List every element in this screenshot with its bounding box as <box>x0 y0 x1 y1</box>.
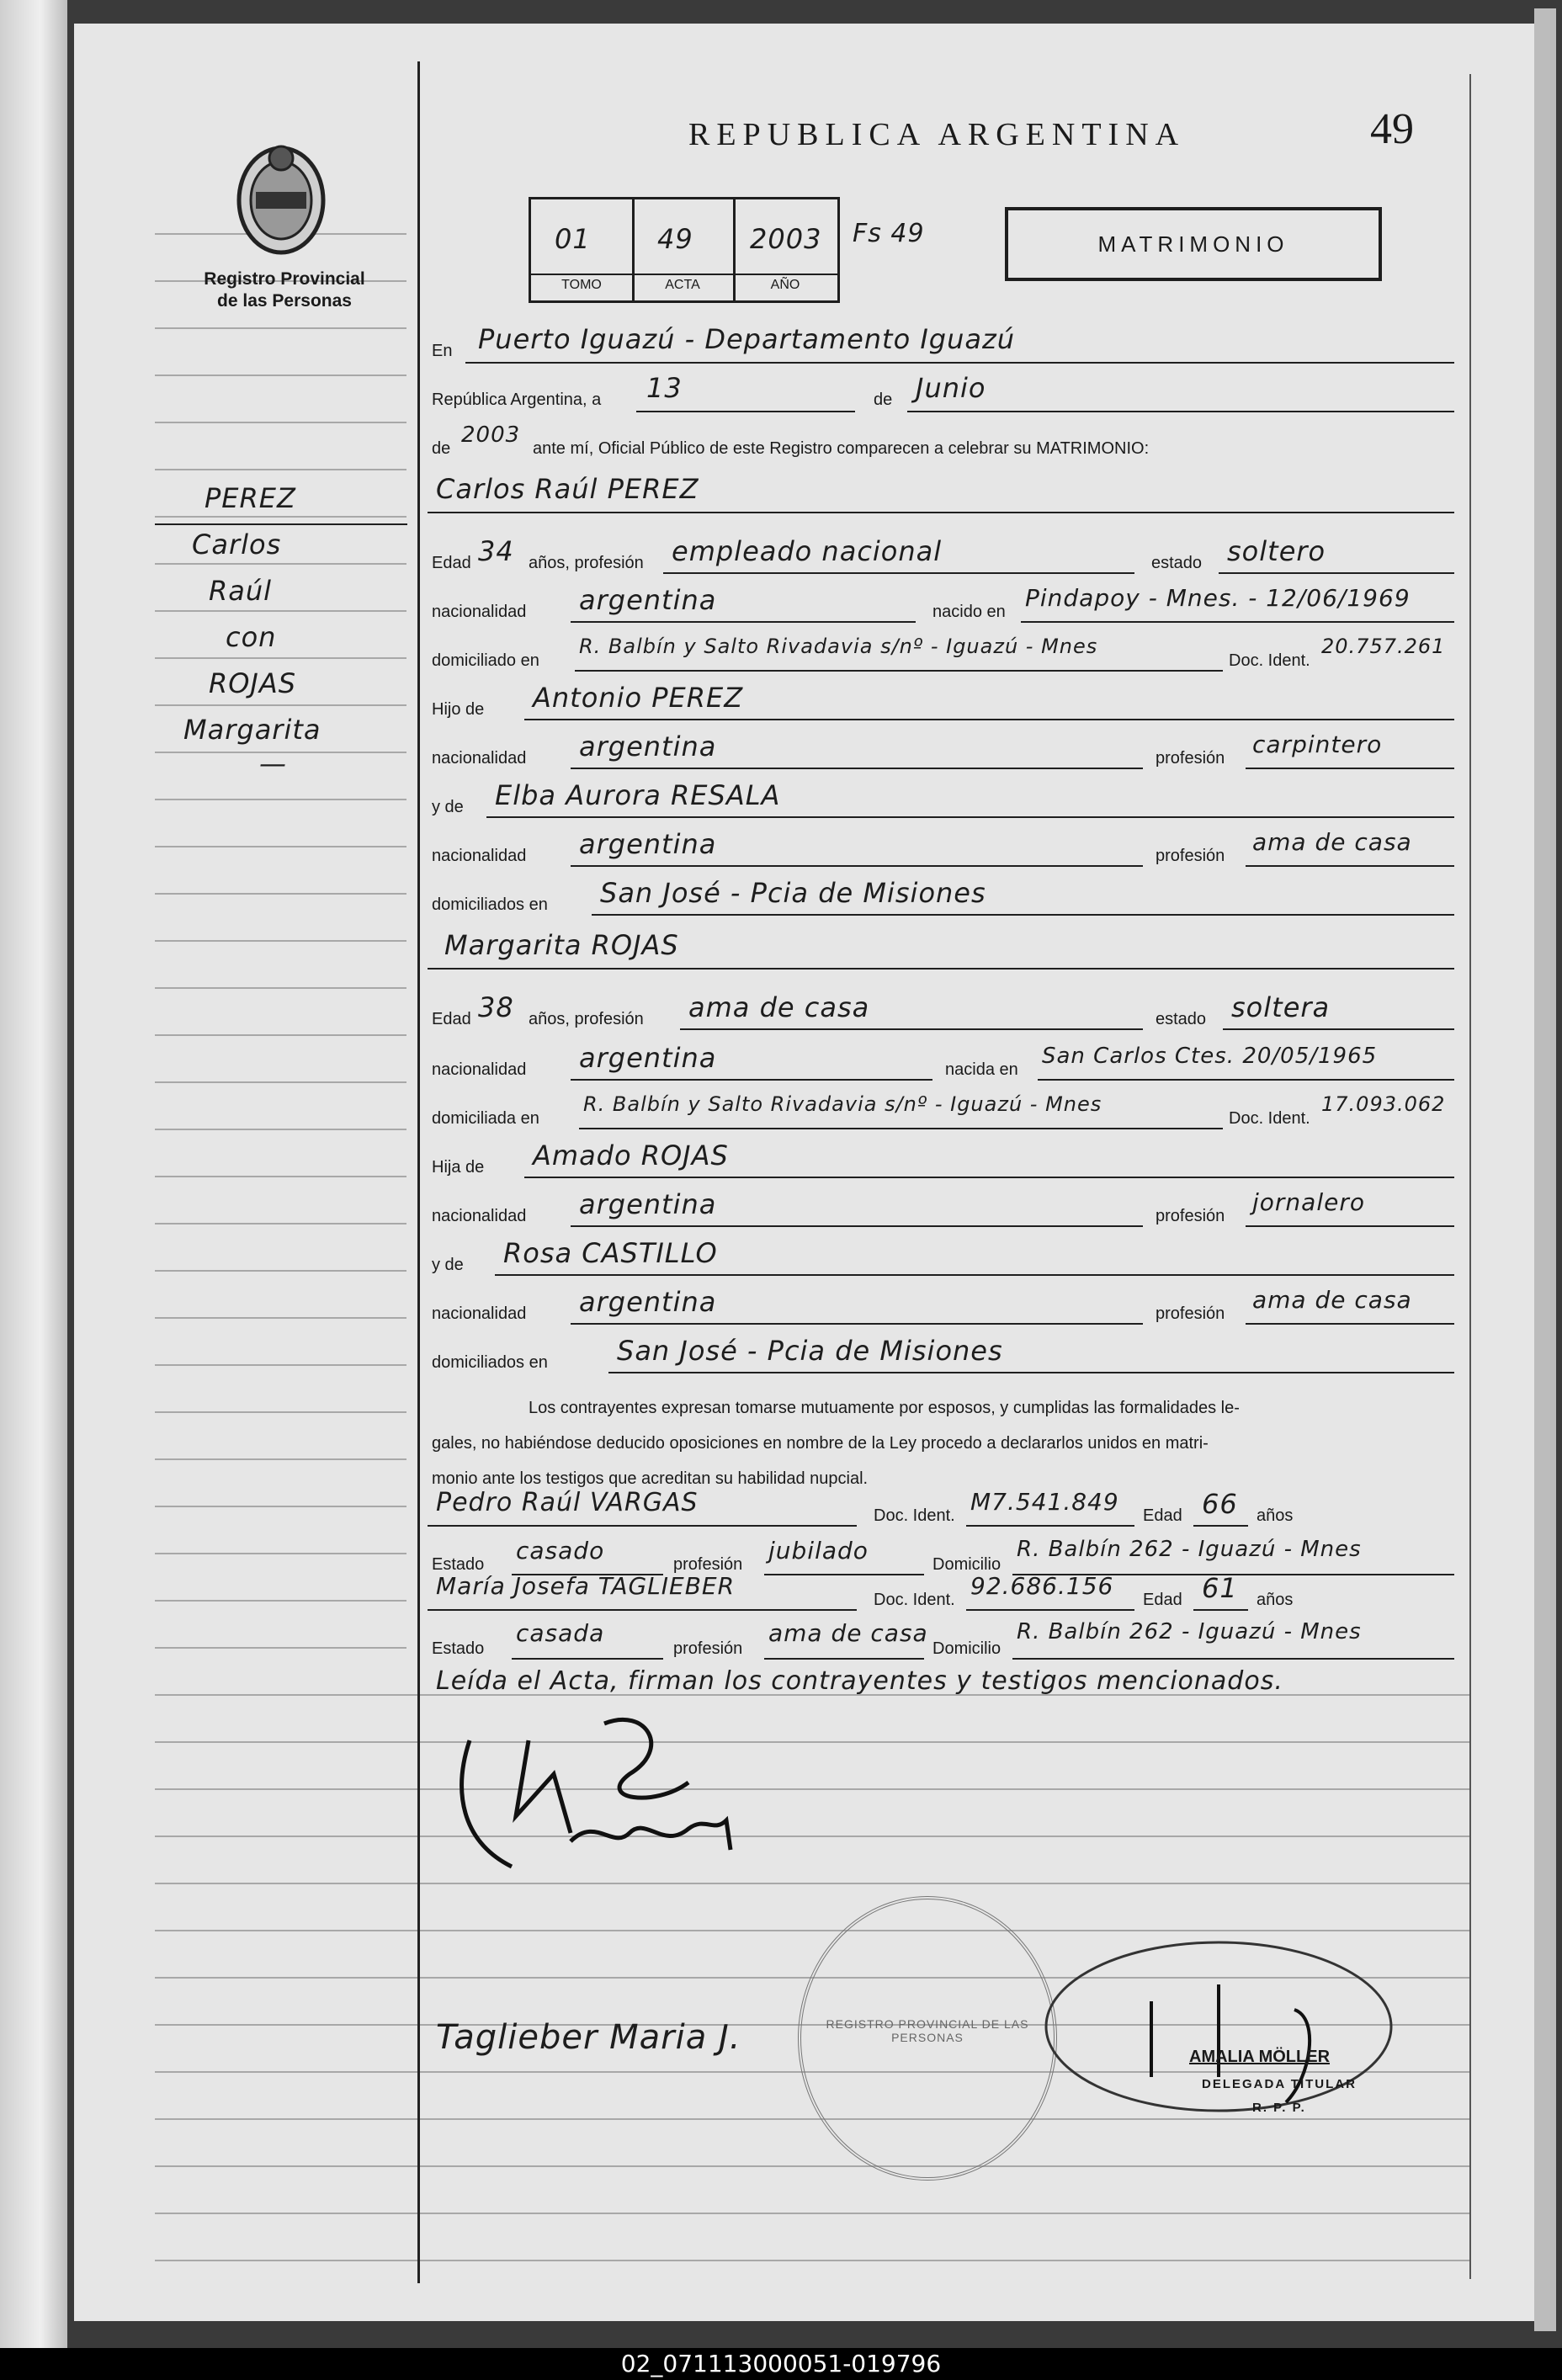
groom-estado: soltero <box>1227 535 1326 567</box>
groom-doc: 20.757.261 <box>1321 635 1446 658</box>
place-line <box>465 362 1454 364</box>
bride-father-prof-line <box>1246 1225 1454 1227</box>
tomo-label: TOMO <box>561 278 602 292</box>
bride-father: Amado ROJAS <box>533 1140 729 1171</box>
closing-note: Leída el Acta, firman los contrayentes y testigos mencionados. <box>436 1666 1283 1696</box>
month-value: Junio <box>916 372 986 404</box>
bride-address: R. Balbín y Salto Rivadavia s/nº - Iguazú - Mnes <box>583 1092 1102 1116</box>
registry-name-line1: Registro Provincial <box>204 269 365 289</box>
bride-nacida-label: nacida en <box>945 1060 1018 1079</box>
witness1-prof-label: profesión <box>673 1555 743 1574</box>
groom-yde-label: y de <box>432 798 464 816</box>
groom-age: 34 <box>478 535 514 567</box>
groom-mother-line <box>486 816 1454 818</box>
bride-dom-label: domiciliada en <box>432 1109 539 1128</box>
bride-yde-label: y de <box>432 1256 464 1274</box>
official-seal <box>798 1896 1057 2181</box>
groom-profession-line <box>663 572 1134 574</box>
bride-mother-nat: argentina <box>579 1286 717 1318</box>
groom-nacido-label: nacido en <box>932 603 1006 621</box>
bride-anos-label: años, profesión <box>529 1010 644 1028</box>
margin-surname: PEREZ <box>205 482 296 514</box>
bride-father-nat-label: nacionalidad <box>432 1207 527 1225</box>
witness1-age: 66 <box>1202 1488 1238 1520</box>
bride-mother-nat-line <box>571 1323 1143 1325</box>
groom-profession: empleado nacional <box>672 535 943 567</box>
witness2-estado-label: Estado <box>432 1639 485 1658</box>
groom-father-nat-line <box>571 768 1143 769</box>
groom-father-prof: carpintero <box>1252 730 1383 758</box>
witness2-address: R. Balbín 262 - Iguazú - Mnes <box>1017 1619 1362 1644</box>
bride-age: 38 <box>478 991 514 1023</box>
witness1-doc-label: Doc. Ident. <box>874 1506 955 1525</box>
bride-profession: ama de casa <box>688 991 870 1023</box>
acta-label: ACTA <box>665 278 700 292</box>
witness1-address: R. Balbín 262 - Iguazú - Mnes <box>1017 1537 1362 1562</box>
groom-mother-prof: ama de casa <box>1252 828 1412 856</box>
witness2-doc-label: Doc. Ident. <box>874 1591 955 1609</box>
witness1-estado: casado <box>516 1537 605 1565</box>
groom-dom-label: domiciliado en <box>432 651 539 670</box>
groom-edad-label: Edad <box>432 554 471 572</box>
ano-label: AÑO <box>770 278 800 292</box>
groom-father-line <box>524 719 1454 720</box>
witness1-edad-label: Edad <box>1143 1506 1182 1525</box>
witness1-doc-line <box>966 1525 1134 1527</box>
groom-parents-line <box>592 914 1454 916</box>
page-edge <box>1534 8 1556 2331</box>
intro-sentence: ante mí, Oficial Público de este Registro comparecen a celebrar su MATRIMONIO: <box>533 439 1150 458</box>
groom-nat-line <box>571 621 916 623</box>
bride-name-line <box>428 968 1454 970</box>
right-rule <box>1469 74 1471 2279</box>
bride-domiciliados-label: domiciliados en <box>432 1353 548 1372</box>
bride-parents-line <box>608 1372 1454 1373</box>
bride-mother: Rosa CASTILLO <box>503 1237 718 1269</box>
bride-birthplace: San Carlos Ctes. 20/05/1965 <box>1042 1044 1378 1069</box>
groom-mother: Elba Aurora RESALA <box>495 779 781 811</box>
bride-nationality: argentina <box>579 1042 717 1074</box>
bride-edad-label: Edad <box>432 1010 471 1028</box>
margin-bride-name: Margarita <box>183 714 321 746</box>
party-signatures <box>436 1673 857 1892</box>
bride-nat-label: nacionalidad <box>432 1060 527 1079</box>
witness1-estado-label: Estado <box>432 1555 485 1574</box>
witness1-name-line <box>428 1525 857 1527</box>
bride-mother-nat-label: nacionalidad <box>432 1304 527 1323</box>
margin-name-underline <box>155 523 407 525</box>
bride-father-prof-label: profesión <box>1156 1207 1225 1225</box>
witness-signature: Taglieber Maria J. <box>436 2018 741 2057</box>
bride-father-line <box>524 1177 1454 1178</box>
ano-value: 2003 <box>750 223 822 255</box>
witness2-anos-label: años <box>1257 1591 1294 1609</box>
country-title: REPUBLICA ARGENTINA <box>688 117 1186 152</box>
declaration-line3: monio ante los testigos que acreditan su habilidad nupcial. <box>432 1469 869 1488</box>
bride-father-nat: argentina <box>579 1188 717 1220</box>
republica-label: República Argentina, a <box>432 390 602 409</box>
witness2-prof-line <box>764 1658 924 1660</box>
bride-mother-prof-line <box>1246 1323 1454 1325</box>
en-label: En <box>432 342 453 360</box>
groom-nationality: argentina <box>579 584 717 616</box>
groom-anos-label: años, profesión <box>529 554 644 572</box>
witness2-address-line <box>1012 1658 1454 1660</box>
bride-father-nat-line <box>571 1225 1143 1227</box>
groom-estado-line <box>1219 572 1454 574</box>
groom-parents-address: San José - Pcia de Misiones <box>600 877 986 909</box>
groom-name-line <box>428 512 1454 513</box>
margin-rule <box>417 61 420 2283</box>
bride-estado: soltera <box>1231 991 1331 1023</box>
groom-estado-label: estado <box>1151 554 1203 572</box>
bride-mother-line <box>495 1274 1454 1276</box>
groom-hijo-label: Hijo de <box>432 700 485 719</box>
declaration-line2: gales, no habiéndose deducido oposiciones en nombre de la Ley procedo a declararlos unidos en matri- <box>432 1434 1209 1453</box>
margin-dash: — <box>259 747 287 779</box>
de2-label: de <box>432 439 451 458</box>
witness1-anos-label: años <box>1257 1506 1294 1525</box>
book-spine <box>0 0 67 2348</box>
coat-of-arms-icon <box>231 133 332 268</box>
groom-birthplace: Pindapoy - Mnes. - 12/06/1969 <box>1025 584 1411 612</box>
groom-address: R. Balbín y Salto Rivadavia s/nº - Iguazú - Mnes <box>579 635 1098 658</box>
margin-middlename: Raúl <box>209 575 273 607</box>
acta-value: 49 <box>657 223 693 255</box>
groom-name: Carlos Raúl PEREZ <box>436 473 699 505</box>
folio-note: Fs 49 <box>853 219 925 248</box>
witness2-age: 61 <box>1202 1572 1238 1604</box>
groom-father-prof-line <box>1246 768 1454 769</box>
act-number-box <box>529 197 840 303</box>
bride-birth-line <box>1038 1079 1454 1081</box>
document-type-box: MATRIMONIO <box>1005 207 1382 281</box>
tomo-value: 01 <box>555 223 591 255</box>
witness2-name-line <box>428 1609 857 1611</box>
bride-nat-line <box>571 1079 932 1081</box>
page-number: 49 <box>1370 105 1414 153</box>
margin-con: con <box>226 621 277 653</box>
de-label: de <box>874 390 893 409</box>
witness2-doc-line <box>966 1609 1134 1611</box>
witness1-prof-line <box>764 1574 924 1575</box>
groom-mother-nat-label: nacionalidad <box>432 847 527 865</box>
month-line <box>907 411 1454 412</box>
bride-mother-prof-label: profesión <box>1156 1304 1225 1323</box>
year-value: 2003 <box>461 422 521 448</box>
groom-doc-label: Doc. Ident. <box>1229 651 1310 670</box>
witness1-domicilio-label: Domicilio <box>932 1555 1001 1574</box>
bride-estado-line <box>1223 1028 1454 1030</box>
officer-title: DELEGADA TITULAR <box>1202 2077 1357 2091</box>
witness2-prof-label: profesión <box>673 1639 743 1658</box>
scan-file-id: 02_071113000051-019796 <box>0 2348 1562 2380</box>
groom-father-nat: argentina <box>579 730 717 762</box>
witness1-name: Pedro Raúl VARGAS <box>436 1488 699 1517</box>
bride-father-prof: jornalero <box>1252 1188 1365 1216</box>
groom-address-line <box>575 670 1223 672</box>
bride-name: Margarita ROJAS <box>444 929 679 961</box>
bride-hija-label: Hija de <box>432 1158 485 1177</box>
witness1-doc: M7.541.849 <box>970 1488 1119 1516</box>
bride-parents-address: San José - Pcia de Misiones <box>617 1335 1003 1367</box>
day-value: 13 <box>646 372 683 404</box>
place-value: Puerto Iguazú - Departamento Iguazú <box>478 323 1016 355</box>
groom-birth-line <box>1021 621 1454 623</box>
bride-estado-label: estado <box>1156 1010 1207 1028</box>
officer-org: R. P. P. <box>1252 2101 1306 2115</box>
groom-mother-prof-line <box>1246 865 1454 867</box>
bride-mother-prof: ama de casa <box>1252 1286 1412 1314</box>
witness2-edad-label: Edad <box>1143 1591 1182 1609</box>
witness2-doc: 92.686.156 <box>970 1572 1114 1600</box>
officer-name: AMALIA MÖLLER <box>1189 2048 1331 2066</box>
witness2-name: María Josefa TAGLIEBER <box>436 1572 736 1600</box>
groom-father-prof-label: profesión <box>1156 749 1225 768</box>
groom-mother-nat: argentina <box>579 828 717 860</box>
bride-doc: 17.093.062 <box>1321 1092 1446 1116</box>
groom-mother-prof-label: profesión <box>1156 847 1225 865</box>
witness2-estado-line <box>512 1658 663 1660</box>
groom-nat-label: nacionalidad <box>432 603 527 621</box>
bride-profession-line <box>680 1028 1143 1030</box>
seal-text: REGISTRO PROVINCIAL DE LAS PERSONAS <box>826 2017 1029 2044</box>
groom-father-nat-label: nacionalidad <box>432 749 527 768</box>
witness2-estado: casada <box>516 1619 605 1647</box>
declaration-line1: Los contrayentes expresan tomarse mutuamente por esposos, y cumplidas las formalidades le- <box>529 1399 1240 1417</box>
margin-firstname: Carlos <box>192 529 282 560</box>
witness2-profession: ama de casa <box>768 1619 928 1647</box>
margin-bride-surname: ROJAS <box>209 667 297 699</box>
officer-signature <box>1042 1909 1395 2144</box>
day-line <box>636 411 855 412</box>
witness2-age-line <box>1193 1609 1248 1611</box>
document-sheet <box>74 24 1534 2321</box>
witness1-age-line <box>1193 1525 1248 1527</box>
witness1-profession: jubilado <box>768 1537 869 1565</box>
groom-father: Antonio PEREZ <box>533 682 744 714</box>
bride-doc-label: Doc. Ident. <box>1229 1109 1310 1128</box>
groom-mother-nat-line <box>571 865 1143 867</box>
witness2-domicilio-label: Domicilio <box>932 1639 1001 1658</box>
registry-name-line2: de las Personas <box>217 291 352 311</box>
groom-domiciliados-label: domiciliados en <box>432 895 548 914</box>
bride-address-line <box>579 1128 1223 1129</box>
